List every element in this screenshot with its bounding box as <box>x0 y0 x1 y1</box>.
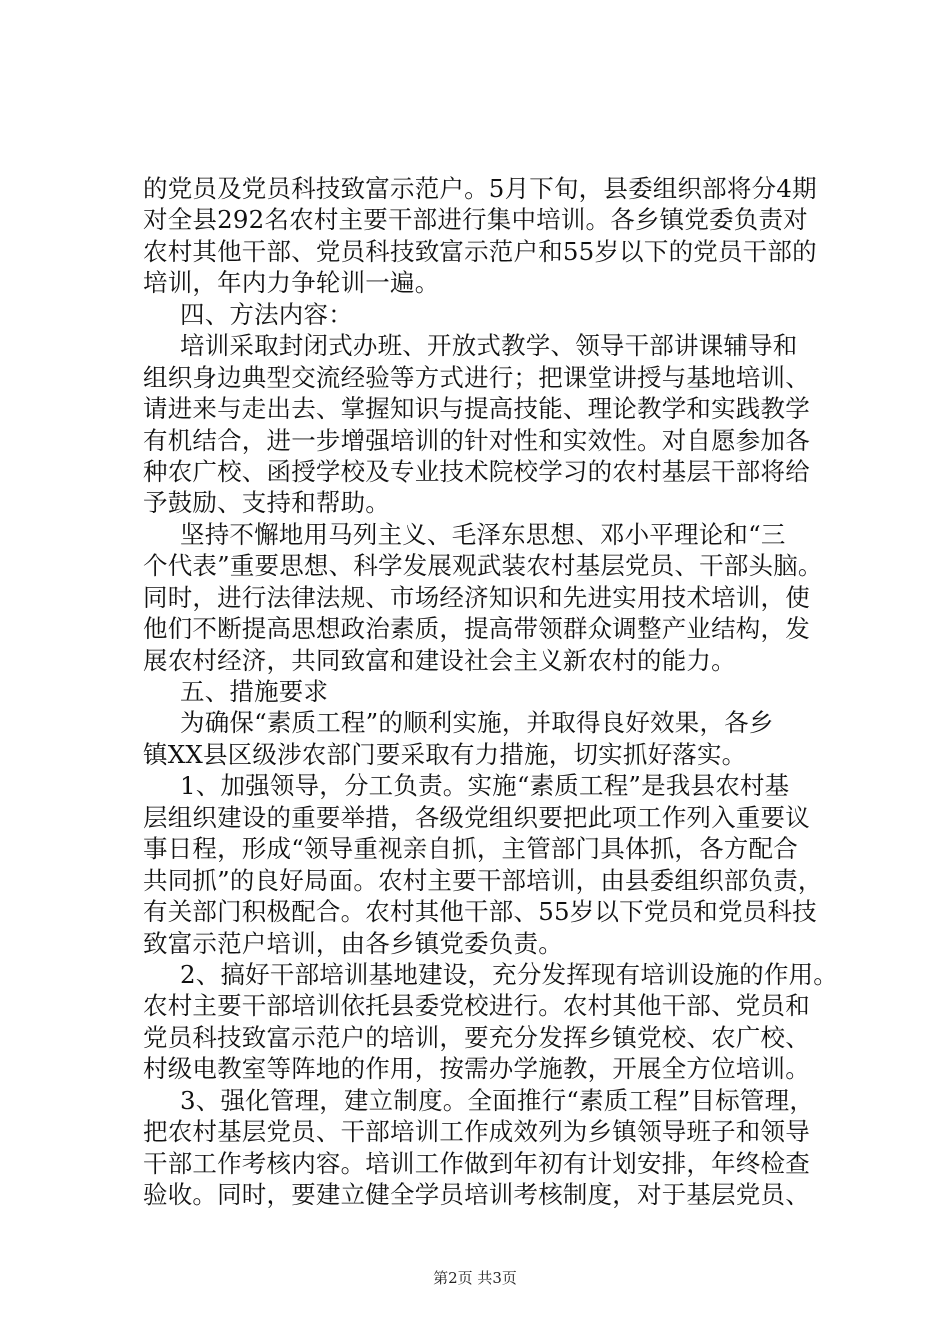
text-line: 2、搞好干部培训基地建设，充分发挥现有培训设施的作用。 <box>180 960 838 989</box>
text-line: 予鼓励、支持和帮助。 <box>143 488 390 517</box>
text-line: 坚持不懈地用马列主义、毛泽东思想、邓小平理论和“三 <box>180 520 786 549</box>
text-line: 镇XX县区级涉农部门要采取有力措施，切实抓好落实。 <box>143 740 747 769</box>
page-footer: 第2页 共3页 <box>433 1269 517 1287</box>
text-line: 有机结合，进一步增强培训的针对性和实效性。对自愿参加各 <box>143 426 810 455</box>
text-line: 请进来与走出去、掌握知识与提高技能、理论教学和实践教学 <box>143 394 810 423</box>
text-line: 村级电教室等阵地的作用，按需办学施教，开展全方位培训。 <box>143 1054 810 1083</box>
text-line: 培训采取封闭式办班、开放式教学、领导干部讲课辅导和 <box>180 331 798 360</box>
text-line: 把农村基层党员、干部培训工作成效列为乡镇领导班子和领导 <box>143 1117 810 1146</box>
text-line: 层组织建设的重要举措，各级党组织要把此项工作列入重要议 <box>143 803 810 832</box>
text-line: 农村其他干部、党员科技致富示范户和55岁以下的党员干部的 <box>143 237 817 266</box>
text-line: 党员科技致富示范户的培训，要充分发挥乡镇党校、农广校、 <box>143 1023 810 1052</box>
text-line: 共同抓”的良好局面。农村主要干部培训，由县委组织部负责， <box>143 866 823 895</box>
text-line: 验收。同时，要建立健全学员培训考核制度，对于基层党员、 <box>143 1180 810 1209</box>
text-line: 对全县292名农村主要干部进行集中培训。各乡镇党委负责对 <box>143 205 808 234</box>
text-line: 展农村经济，共同致富和建设社会主义新农村的能力。 <box>143 646 736 675</box>
text-line: 事日程，形成“领导重视亲自抓，主管部门具体抓，各方配合 <box>143 834 798 863</box>
text-line: 的党员及党员科技致富示范户。5月下旬，县委组织部将分4期 <box>143 174 817 203</box>
text-line: 有关部门积极配合。农村其他干部、55岁以下党员和党员科技 <box>143 897 817 926</box>
text-line: 为确保“素质工程”的顺利实施，并取得良好效果，各乡 <box>180 708 774 737</box>
text-line: 3、强化管理，建立制度。全面推行“素质工程”目标管理， <box>180 1086 815 1115</box>
section-heading: 四、方法内容： <box>180 300 353 329</box>
text-line: 干部工作考核内容。培训工作做到年初有计划安排，年终检查 <box>143 1149 810 1178</box>
text-line: 种农广校、函授学校及专业技术院校学习的农村基层干部将给 <box>143 457 810 486</box>
text-line: 同时，进行法律法规、市场经济知识和先进实用技术培训，使 <box>143 583 810 612</box>
text-line: 致富示范户培训，由各乡镇党委负责。 <box>143 929 563 958</box>
text-line: 培训，年内力争轮训一遍。 <box>143 268 440 297</box>
text-line: 农村主要干部培训依托县委党校进行。农村其他干部、党员和 <box>143 991 810 1020</box>
text-line: 1、加强领导，分工负责。实施“素质工程”是我县农村基 <box>180 771 790 800</box>
text-line: 组织身边典型交流经验等方式进行；把课堂讲授与基地培训、 <box>143 363 810 392</box>
text-line: 他们不断提高思想政治素质，提高带领群众调整产业结构，发 <box>143 614 810 643</box>
section-heading: 五、措施要求 <box>180 677 329 706</box>
text-line: 个代表”重要思想、科学发展观武装农村基层党员、干部头脑。 <box>143 551 823 580</box>
